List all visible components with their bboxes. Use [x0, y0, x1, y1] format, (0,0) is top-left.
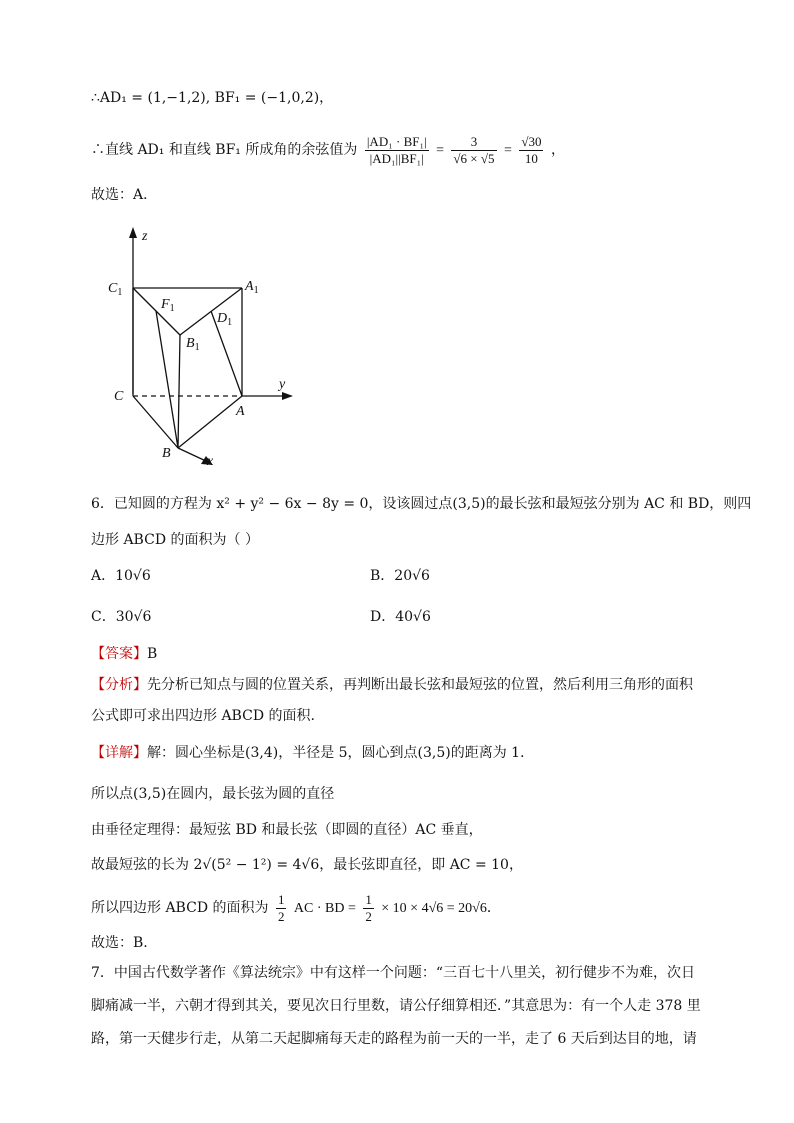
- label-c: C: [114, 389, 124, 404]
- label-b: B: [162, 446, 171, 461]
- choice-line: 故选：A．: [91, 187, 158, 203]
- q6-option-a: A．10√6: [91, 568, 151, 584]
- q6-analysis-line2: 公式即可求出四边形 ABCD 的面积.: [91, 708, 315, 724]
- q6-detail-line1: 【详解】解：圆心坐标是(3,4)，半径是 5，圆心到点(3,5)的距离为 1．: [91, 745, 535, 761]
- label-a: A: [236, 404, 245, 419]
- half-fraction-2: $\frac{1}{2}$: [365, 891, 372, 924]
- edge-a-b: [178, 396, 242, 448]
- label-d1: $D_1$: [217, 311, 233, 328]
- q6-option-b: B．20√6: [370, 568, 430, 584]
- q7-line2: 脚痛减一半，六朝才得到其关，要见次日行里数，请公仔细算相还．”其意思为：有一个人走 378 里: [91, 998, 701, 1014]
- result-fraction: $\frac{√30}{10}$: [521, 133, 542, 166]
- half-fraction: $\frac{1}{2}$: [277, 891, 285, 924]
- q6-stem-line1: 6．已知圆的方程为 x² + y² − 6x − 8y = 0，设该圆过点(3,5)的最长弦和最短弦分别为 AC 和 BD，则四: [91, 496, 752, 512]
- label-y: y: [279, 377, 286, 392]
- q6-detail-line3: 由垂径定理得：最短弦 BD 和最长弦（即圆的直径）AC 垂直，: [91, 822, 483, 838]
- q6-analysis-line1: 【分析】先分析已知点与圆的位置关系，再判断出最长弦和最短弦的位置，然后利用三角形的面积: [91, 677, 693, 693]
- q7-line3: 路，第一天健步行走，从第二天起脚痛每天走的路程为前一天的一半，走了 6 天后到达目的地，请: [91, 1031, 697, 1047]
- label-f1: $F_1$: [161, 297, 175, 314]
- label-z: z: [142, 229, 148, 244]
- label-b1: $B_1$: [186, 336, 200, 353]
- segment-f1-b: [156, 311, 178, 448]
- z-arrow-icon: [129, 227, 137, 238]
- label-x: x: [207, 454, 214, 469]
- cosine-line: ∴直线 AD₁ 和直线 BF₁ 所成角的余弦值为 $\frac{\text{|AD₁ · BF₁|}}{\text{|AD₁||BF₁|}}$ = $\frac{3}{√6 \times √5}$ = $\frac{√30}{10}$ ，: [91, 133, 565, 166]
- vector-line: ∴AD₁ = (1,−1,2), BF₁ = (−1,0,2)，: [91, 90, 334, 106]
- q6-choice: 故选：B.: [91, 935, 148, 951]
- q6-detail-line2: 所以点(3,5)在圆内，最长弦为圆的直径: [91, 786, 335, 802]
- q7-line1: 7．中国古代数学著作《算法统宗》中有这样一个问题：“三百七十八里关，初行健步不为难，次日: [91, 965, 696, 981]
- q6-answer: 【答案】B: [91, 646, 158, 662]
- label-c1: $C_1$: [108, 281, 123, 298]
- q6-option-d: D．40√6: [370, 609, 431, 625]
- value-fraction: $\frac{3}{√6 \times √5}$: [453, 133, 495, 166]
- prism-figure: [100, 222, 300, 472]
- q6-detail-line5: 所以四边形 ABCD 的面积为 $\frac{1}{2}$ AC · BD = $\frac{1}{2}$ × 10 × 4√6 = 20√6．: [91, 891, 501, 924]
- q6-detail-line4: 故最短弦的长为 2√(5² − 1²) = 4√6，最长弦即直径，即 AC = 10，: [91, 857, 523, 873]
- q6-stem-line2: 边形 ABCD 的面积为（ ）: [91, 532, 259, 548]
- q6-option-c: C．30√6: [91, 609, 152, 625]
- label-a1: $A_1$: [245, 279, 259, 296]
- cosine-fraction: $\frac{\text{|AD₁ · BF₁|}}{\text{|AD₁||BF₁|}}$: [366, 133, 427, 166]
- x-axis: [178, 448, 208, 462]
- y-arrow-icon: [282, 392, 293, 400]
- edge-b1-b: [178, 335, 180, 448]
